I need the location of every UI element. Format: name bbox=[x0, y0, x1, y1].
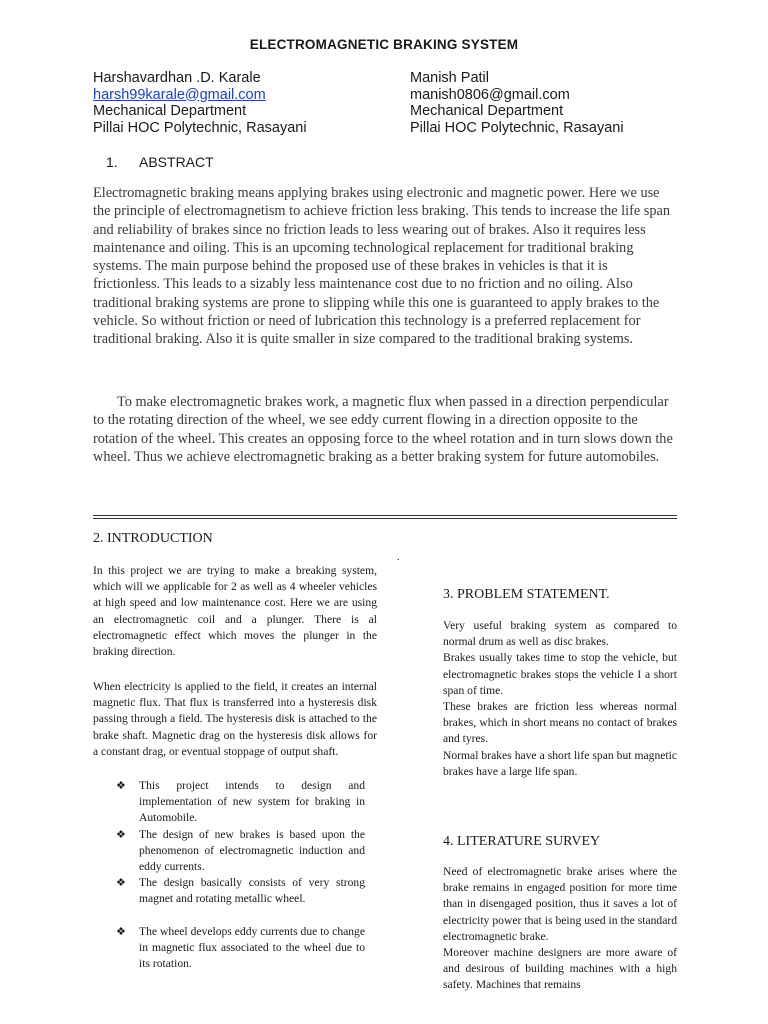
author-name: Manish Patil bbox=[410, 70, 489, 86]
problem-statement-text bbox=[443, 618, 677, 780]
author-department: Mechanical Department bbox=[410, 103, 564, 119]
problem-line: Normal brakes have a short life span but magnetic brakes have a large life span. bbox=[443, 748, 677, 778]
abstract-heading-text: ABSTRACT bbox=[139, 154, 214, 170]
problem-line: Very useful braking system as compared to normal drum as well as disc brakes. bbox=[443, 619, 677, 649]
introduction-bullet-list bbox=[116, 778, 365, 972]
section-heading-problem-statement: 3. PROBLEM STATEMENT. bbox=[443, 587, 610, 602]
bullet-item: ❖ This project intends to design and implementation of new system for braking in Automobile. bbox=[116, 779, 365, 825]
right-column bbox=[443, 0, 677, 1024]
diamond-bullet-icon: ❖ bbox=[116, 780, 126, 792]
bullet-item: ❖ The design basically consists of very strong magnet and rotating metallic wheel. bbox=[116, 876, 365, 906]
author-institution: Pillai HOC Polytechnic, Rasayani bbox=[410, 119, 624, 136]
section-heading-literature-survey: 4. LITERATURE SURVEY bbox=[443, 834, 601, 849]
author-department: Mechanical Department bbox=[93, 103, 247, 119]
diamond-bullet-icon: ❖ bbox=[116, 877, 126, 890]
stray-mark: . bbox=[397, 552, 400, 563]
literature-line: Moreover machine designers are more aware of and desirous of building machines with a high safety. Machines that remains bbox=[443, 946, 677, 992]
diamond-bullet-icon: ❖ bbox=[116, 925, 126, 938]
problem-line: These brakes are friction less whereas normal brakes, which in short means no contact of brakes and tyres. bbox=[443, 700, 677, 746]
abstract-number: 1. bbox=[106, 154, 118, 170]
literature-survey-text bbox=[443, 864, 677, 994]
introduction-paragraph: When electricity is applied to the field, it creates an internal magnetic flux. That flux is transferred into a hysteresis disk passing through a field. The hysteresis disk is attached to the brake shaft. Magnetic drag on the hysteresis disk allows for a constant drag, or eventual stoppage of output shaft. bbox=[93, 680, 377, 758]
bullet-item: ❖ The design of new brakes is based upon the phenomenon of electromagnetic induction and eddy currents. bbox=[116, 827, 365, 874]
author-email-link[interactable]: harsh99karale@gmail.com bbox=[93, 86, 266, 103]
section-heading-introduction: 2. INTRODUCTION bbox=[93, 531, 213, 546]
diamond-bullet-icon: ❖ bbox=[116, 828, 126, 841]
literature-line: Need of electromagnetic brake arises where the brake remains in engaged position for more time than in disengaged position, thus it saves a lot of electricity power that is being used in the standard electromagnetic brake. bbox=[443, 865, 677, 943]
bullet-item: ❖ The wheel develops eddy currents due to change in magnetic flux associated to the wheel due to its rotation. bbox=[116, 924, 365, 971]
author-institution: Pillai HOC Polytechnic, Rasayani bbox=[93, 119, 307, 136]
problem-line: Brakes usually takes time to stop the vehicle, but electromagnetic brakes stops the vehicle I a short span of time. bbox=[443, 651, 677, 697]
abstract-paragraph: To make electromagnetic brakes work, a magnetic flux when passed in a direction perpendicular to the rotating direction of the wheel, we see eddy current flowing in a direction opposite to the rotation of the wheel. This creates an opposing force to the wheel rotation and in turn slows down the wheel. Thus we achieve electromagnetic braking as a better braking system for future automobiles. bbox=[93, 394, 673, 465]
author-email: manish0806@gmail.com bbox=[410, 86, 570, 103]
paper-title: ELECTROMAGNETIC BRAKING SYSTEM bbox=[249, 37, 519, 52]
left-column bbox=[93, 0, 377, 1024]
author-name: Harshavardhan .D. Karale bbox=[93, 70, 261, 86]
introduction-paragraph: In this project we are trying to make a breaking system, which will we applicable for 2 as well as 4 wheeler vehicles at high speed and low maintenance cost. Here we are using an electromagnetic coil and a plunger. There is al electromagnetic effect which moves the plunger in the braking direction. bbox=[93, 564, 377, 659]
abstract-paragraph: Electromagnetic braking means applying brakes using electronic and magnetic power. Here we use the principle of electromagnetism to achieve friction less braking. This tends to increase the life span and reliability of brakes since no friction leads to less wearing out of brakes. Also it requires less maintenance and oiling. This is an upcoming technological replacement for traditional braking systems. The main purpose behind the proposed use of these brakes in vehicles is that it is frictionless. This leads to a sizably less maintenance cost due to no friction and no oiling. Also traditional braking systems are prone to slipping while this one is guaranteed to apply brakes to the vehicle. So without friction or need of lubrication this technology is a preferred replacement for traditional braking. Also it is quite smaller in size compared to the traditional braking systems. bbox=[93, 185, 670, 348]
